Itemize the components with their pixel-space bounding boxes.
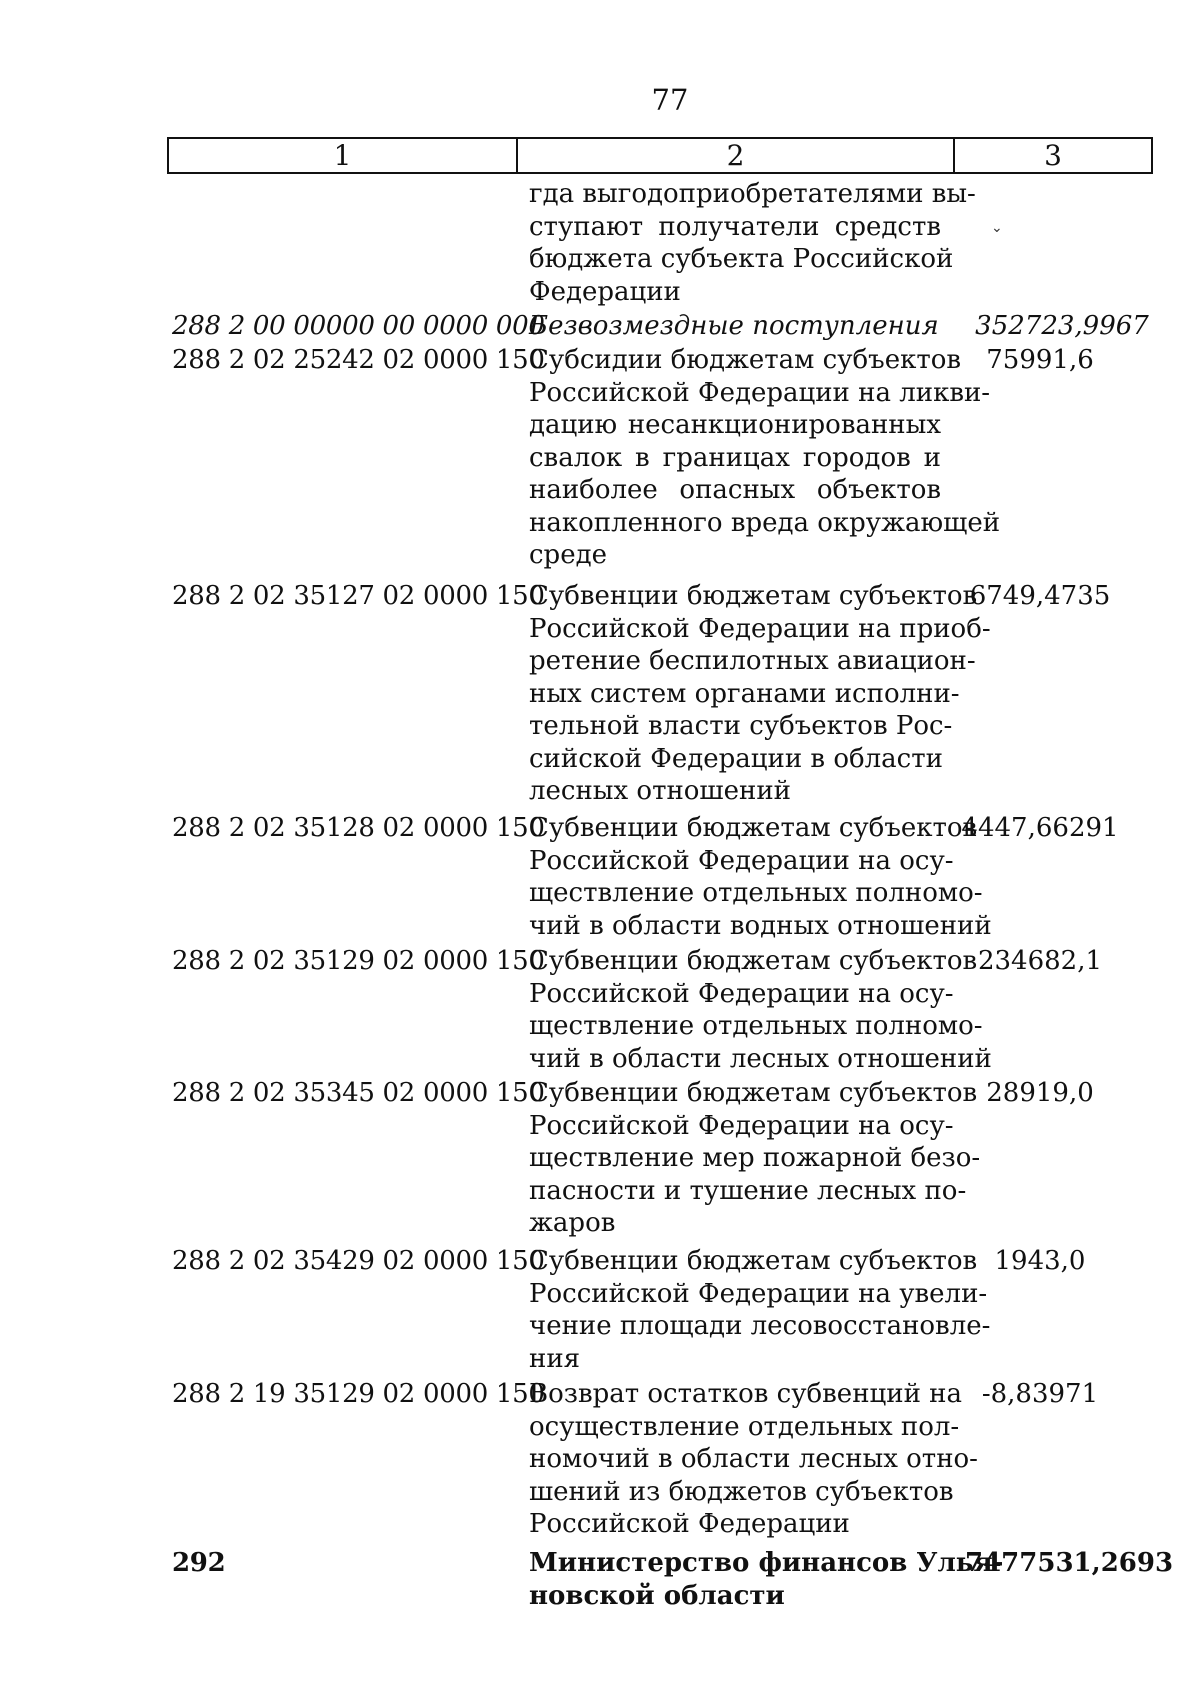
description-line: ществление отдельных полномо- — [529, 1011, 983, 1041]
description-line: чий в области водных отношений — [529, 910, 992, 941]
description-line: ретение беспилотных авиацион- — [529, 646, 976, 676]
page-number: 77 — [651, 83, 689, 117]
description-line: ществление отдельных полномо- — [529, 878, 983, 908]
row-description — [529, 812, 992, 942]
description-line: Российской Федерации на осу- — [529, 845, 954, 876]
description-line: чий в области лесных отношений — [529, 1043, 992, 1074]
description-line: Российской Федерации на ликви- — [529, 377, 991, 408]
row-description — [529, 580, 991, 808]
description-line: ния — [529, 1343, 581, 1374]
description-line: Субвенции бюджетам субъектов — [529, 1246, 978, 1276]
description-line: Российской Федерации на увели- — [529, 1278, 988, 1309]
row-description — [529, 1077, 981, 1240]
description-line: Российской Федерации на осу- — [529, 1110, 954, 1141]
amount: 7477531,2693 — [965, 1548, 1174, 1578]
description-line: шений из бюджетов субъектов — [529, 1476, 954, 1507]
description-line: гда выгодоприобретателями вы- — [529, 179, 976, 209]
description-line: новской области — [529, 1580, 785, 1611]
row-description — [529, 945, 992, 1075]
header-col-1: 1 — [169, 139, 518, 172]
row-description — [529, 1378, 978, 1541]
amount: 6749,4735 — [969, 581, 1111, 611]
description-line: Субвенции бюджетам субъектов — [529, 946, 978, 976]
header-col-2: 2 — [518, 139, 955, 172]
row-description — [529, 310, 941, 343]
row-description — [529, 1245, 991, 1375]
row-description — [529, 178, 976, 308]
budget-code: 288 2 02 35128 02 0000 150 — [172, 813, 545, 843]
description-line: лесных отношений — [529, 776, 791, 806]
budget-code: 288 2 02 35429 02 0000 150 — [172, 1246, 545, 1276]
description-line: жаров — [529, 1208, 616, 1238]
description-line: сийской Федерации в области — [529, 743, 943, 774]
description-line: свалок в границах городов и — [529, 442, 941, 473]
amount: 4447,66291 — [961, 813, 1119, 843]
description-line: бюджета субъекта Российской — [529, 244, 954, 274]
header-col-3: 3 — [1044, 139, 1062, 172]
description-line: наиболее опасных объектов — [529, 475, 941, 505]
amount: 352723,9967 — [975, 311, 1149, 341]
budget-code: 292 — [172, 1548, 226, 1578]
description-line: Возврат остатков субвенций на — [529, 1379, 962, 1409]
scan-mark: ⌄ — [991, 220, 1003, 236]
description-line: Субсидии бюджетам субъектов — [529, 345, 962, 375]
description-line: Субвенции бюджетам субъектов — [529, 1078, 978, 1108]
amount: 75991,6 — [986, 345, 1094, 375]
description-line: осуществление отдельных пол- — [529, 1411, 960, 1442]
amount: 28919,0 — [986, 1078, 1094, 1108]
budget-code: 288 2 02 25242 02 0000 150 — [172, 345, 545, 375]
description-line: Российской Федерации — [529, 1509, 850, 1539]
description-line: Российской Федерации на осу- — [529, 978, 954, 1009]
description-line: Федерации — [529, 276, 681, 307]
amount: -8,83971 — [981, 1379, 1099, 1409]
description-line: Министерство финансов Улья- — [529, 1548, 1004, 1578]
budget-code: 288 2 02 35127 02 0000 150 — [172, 581, 545, 611]
budget-code: 288 2 19 35129 02 0000 150 — [172, 1379, 545, 1409]
budget-code: 288 2 02 35345 02 0000 150 — [172, 1078, 545, 1108]
budget-code: 288 2 00 00000 00 0000 000 — [172, 311, 545, 341]
budget-code: 288 2 02 35129 02 0000 150 — [172, 946, 545, 976]
description-line: пасности и тушение лесных по- — [529, 1175, 967, 1206]
description-line: ступают получатели средств — [529, 211, 941, 242]
row-description — [529, 1547, 1004, 1612]
description-line: тельной власти субъектов Рос- — [529, 711, 953, 741]
description-line: Российской Федерации на приоб- — [529, 613, 991, 644]
description-line: Субвенции бюджетам субъектов — [529, 813, 978, 843]
description-line: накопленного вреда окружающей — [529, 507, 1001, 538]
row-description — [529, 344, 1001, 572]
description-line: номочий в области лесных отно- — [529, 1444, 978, 1474]
description-line: ных систем органами исполни- — [529, 678, 960, 709]
amount: 1943,0 — [994, 1246, 1086, 1276]
table-header — [167, 137, 1153, 174]
description-line: ществление мер пожарной безо- — [529, 1143, 981, 1173]
amount: 234682,1 — [977, 946, 1103, 976]
description-line: среде — [529, 540, 607, 570]
description-line: Безвозмездные поступления — [529, 311, 939, 341]
description-line: дацию несанкционированных — [529, 410, 941, 440]
description-line: чение площади лесовосстановле- — [529, 1311, 991, 1341]
description-line: Субвенции бюджетам субъектов — [529, 581, 978, 611]
